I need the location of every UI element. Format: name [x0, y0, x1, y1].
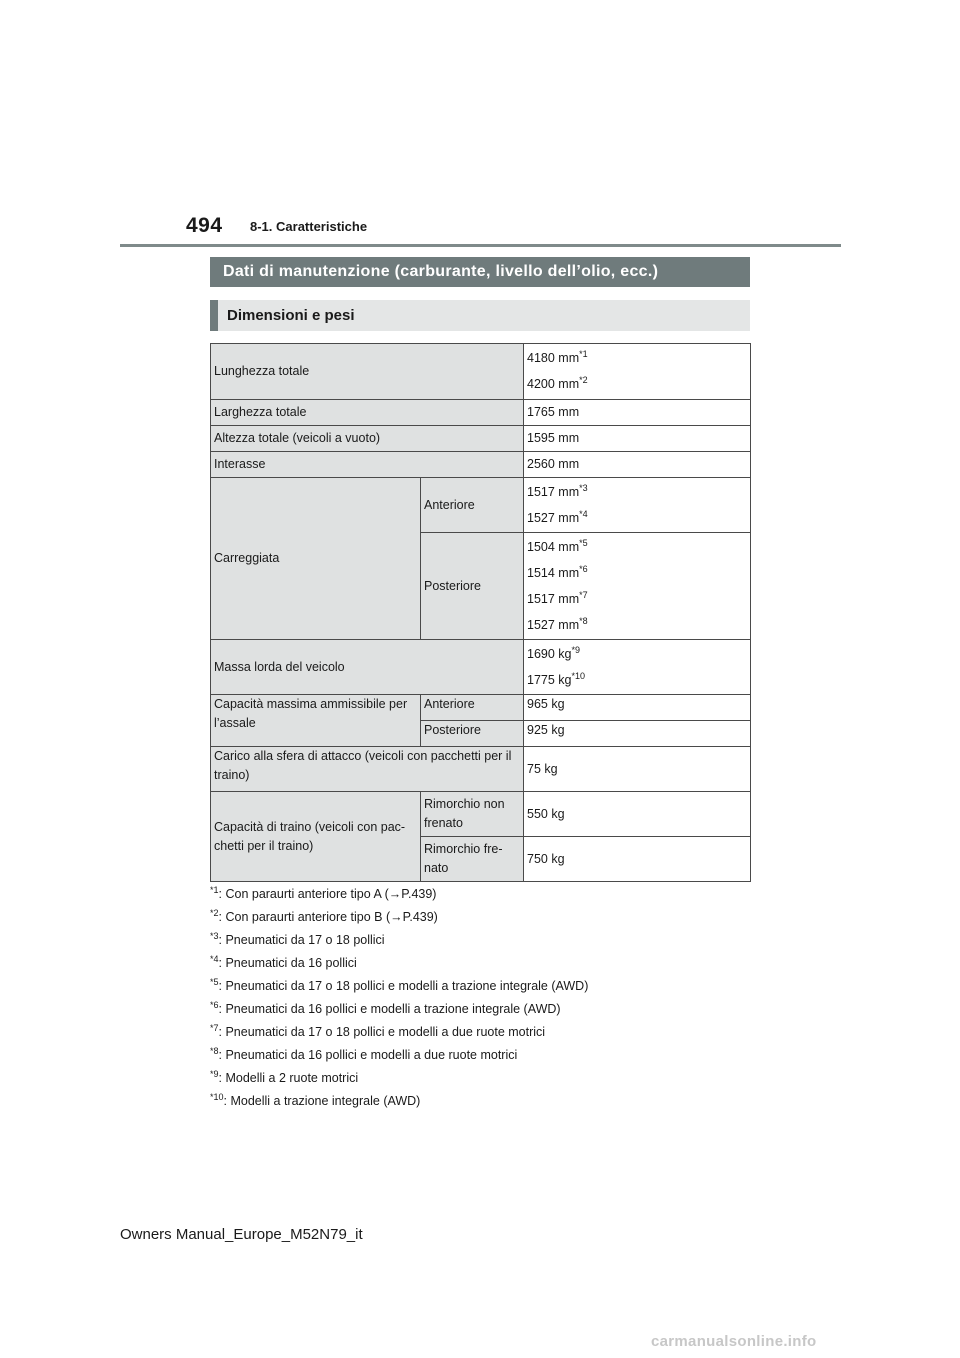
row-sublabel: Posteriore	[421, 533, 524, 640]
row-value: 1690 $kg^{*9}$ 1775 $kg^{*10}$	[524, 640, 751, 695]
row-label: Massa lorda del veicolo	[211, 640, 524, 695]
row-label: Carico alla sfera di attacco (veicoli con pacchetti per il traino)	[211, 747, 524, 792]
row-value: 1595 mm	[524, 426, 751, 452]
page-number: 494	[186, 214, 223, 237]
footnote: $^{*3}$: Pneumatici da 17 o 18 pollici	[210, 930, 385, 947]
row-value: 1517 $mm^{*3}$ 1527 $mm^{*4}$	[524, 478, 751, 533]
watermark: carmanualsonline.info	[651, 1333, 817, 1350]
row-value: 1765 mm	[524, 400, 751, 426]
table-row	[211, 792, 751, 837]
row-label: Capacità massima ammissibile per l’assale	[211, 695, 421, 747]
footnote: $^{*1}$: Con paraurti anteriore tipo A (→P.439)	[210, 884, 437, 901]
table-row	[211, 452, 751, 478]
table-row	[211, 640, 751, 695]
table-row	[211, 426, 751, 452]
row-value: 925 kg	[524, 721, 751, 747]
footnote: $^{*4}$: Pneumatici da 16 pollici	[210, 953, 357, 970]
footnote: $^{*10}$: Modelli a trazione integrale (AWD)	[210, 1091, 421, 1108]
row-label: Lunghezza totale	[211, 344, 524, 400]
row-label: Larghezza totale	[211, 400, 524, 426]
table-row	[211, 400, 751, 426]
row-label: Capacità di traino (veicoli con pac- chetti per il traino)	[211, 792, 421, 882]
footnotes	[210, 883, 770, 1113]
row-value: 965 kg	[524, 695, 751, 721]
sub-heading: Dimensioni e pesi	[210, 300, 750, 331]
row-sublabel: Rimorchio fre- nato	[421, 837, 524, 882]
table-row	[211, 478, 751, 533]
dimensions-table	[210, 343, 751, 882]
row-value: 75 kg	[524, 747, 751, 792]
table-row	[211, 344, 751, 400]
footnote: $^{*2}$: Con paraurti anteriore tipo B (→P.439)	[210, 907, 438, 924]
footer-document-id: Owners Manual_Europe_M52N79_it	[120, 1226, 363, 1243]
row-sublabel: Anteriore	[421, 695, 524, 721]
footnote: $^{*5}$: Pneumatici da 17 o 18 pollici e modelli a trazione integrale (AWD)	[210, 976, 589, 993]
row-value: 1504 $mm^{*5}$ 1514 $mm^{*6}$ 1517 $mm^{*7}$ 1527 $mm^{*8}$	[524, 533, 751, 640]
row-value: 2560 mm	[524, 452, 751, 478]
main-heading: Dati di manutenzione (carburante, livello dell’olio, ecc.)	[210, 257, 750, 287]
footnote: $^{*9}$: Modelli a 2 ruote motrici	[210, 1068, 359, 1085]
header-divider	[120, 244, 841, 247]
row-value: 4180 $mm^{*1}$ 4200 $mm^{*2}$	[524, 344, 751, 400]
footnote: $^{*7}$: Pneumatici da 17 o 18 pollici e modelli a due ruote motrici	[210, 1022, 546, 1039]
row-label: Carreggiata	[211, 478, 421, 640]
section-title: 8-1. Caratteristiche	[250, 219, 368, 234]
row-sublabel: Anteriore	[421, 478, 524, 533]
row-sublabel: Posteriore	[421, 721, 524, 747]
table-row	[211, 695, 751, 721]
footnote: $^{*6}$: Pneumatici da 16 pollici e modelli a trazione integrale (AWD)	[210, 999, 561, 1016]
row-sublabel: Rimorchio non frenato	[421, 792, 524, 837]
row-label: Altezza totale (veicoli a vuoto)	[211, 426, 524, 452]
row-value: 750 kg	[524, 837, 751, 882]
row-value: 550 kg	[524, 792, 751, 837]
table-row	[211, 747, 751, 792]
row-label: Interasse	[211, 452, 524, 478]
footnote: $^{*8}$: Pneumatici da 16 pollici e modelli a due ruote motrici	[210, 1045, 518, 1062]
